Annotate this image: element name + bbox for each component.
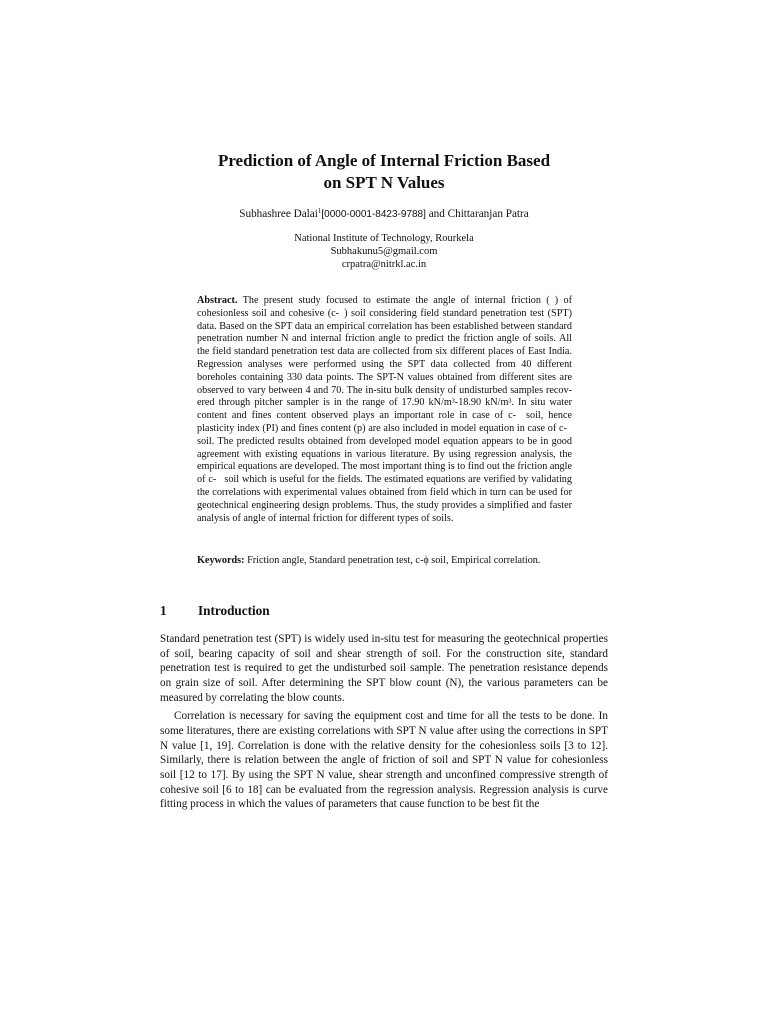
- keywords: [197, 555, 572, 568]
- abstract-label: Abstract.: [197, 295, 238, 306]
- section-heading: [160, 603, 608, 619]
- author-name-1: Subhashree Dalai: [239, 208, 318, 220]
- author-superscript: 1: [317, 207, 322, 215]
- body-paragraph-1: Standard penetration test (SPT) is widely used in-situ test for measuring the geotechnical properties of soil, bearing capacity of soil and shear strength of soil. For the construction site, standard penetration test is required to get the undisturbed soil sample. The penetration resistance depends on grain size of soil. After determining the SPT blow count (N), the various parameters can be measured by correlating the blow counts.: [160, 633, 608, 704]
- paper-title: [160, 150, 608, 194]
- keywords-text: Friction angle, Standard penetration test, c-ϕ soil, Empirical correlation.: [247, 555, 541, 566]
- author-name-2: Chittaranjan Patra: [447, 208, 529, 220]
- author-line: [160, 204, 608, 222]
- author-conjunction: and: [425, 208, 448, 220]
- abstract: [197, 295, 572, 525]
- affiliation-block: [160, 232, 608, 271]
- section-body: [160, 632, 608, 812]
- body-paragraph-2: Correlation is necessary for saving the equipment cost and time for all the tests to be done. In some literatures, there are existing correlations with SPT N value after using the corrections in SPT N value [1, 19]. Correlation is done with the relative density for the cohesionless soils [3 to 12]. Similarly, there is relation between the angle of friction of soil and SPT N value for cohesionless soil [12 to 17]. By using the SPT N value, shear strength and unconfined compressive strength of cohesive soil [6 to 18] can be evaluated from the regression analysis. Regression analysis is curve fitting process in which the values of parameters that cause function to be best fit the: [160, 710, 608, 811]
- section-number: 1: [160, 603, 167, 618]
- keywords-label: Keywords:: [197, 555, 245, 566]
- section-title: Introduction: [198, 603, 270, 618]
- title-line-2: on SPT N Values: [323, 173, 445, 192]
- abstract-text: The present study focused to estimate the angle of internal friction ( ) of cohesionless soil and cohesive (c- ) soil considering field standard penetration test (SPT) data. Based on the SPT data an empirical correlation has been established between standard penetration number N and internal friction angle to predict the friction angle of soils. All the field standard penetration test data are collected from six different places of East India. Regression analyses were performed using the SPT data collected from 40 different boreholes containing 330 data points. The SPT-N values obtained from different sites are observed to vary between 4 and 70. The in-situ bulk density of undisturbed samples recovered through pitcher sampler is in the range of 17.90 kN/m³-18.90 kN/m³. In situ water content and fines content observed plays an important role in case of c- soil, hence plasticity index (PI) and fines content (p) are also included in model equation in case of c- soil. The predicted results obtained from developed model equation appears to be in good agreement with existing equations in various literature. By using regression analysis, the empirical equations are developed. The most important thing is to find out the friction angle of c- soil which is useful for the fields. The estimated equations are verified by validating the correlations with experimental values obtained from field which in turn can be used for geotechnical engineering design problems. Thus, the study provides a simplified and faster analysis of angle of internal friction for different types of soils.: [197, 295, 572, 524]
- title-line-1: Prediction of Angle of Internal Friction Based: [217, 151, 551, 170]
- email-1[interactable]: Subhakunu5@gmail.com: [330, 246, 438, 257]
- institution: National Institute of Technology, Rourkela: [294, 233, 474, 244]
- email-2[interactable]: crpatra@nitrkl.ac.in: [341, 259, 427, 270]
- orcid-id[interactable]: [0000-0001-8423-9788]: [321, 209, 426, 220]
